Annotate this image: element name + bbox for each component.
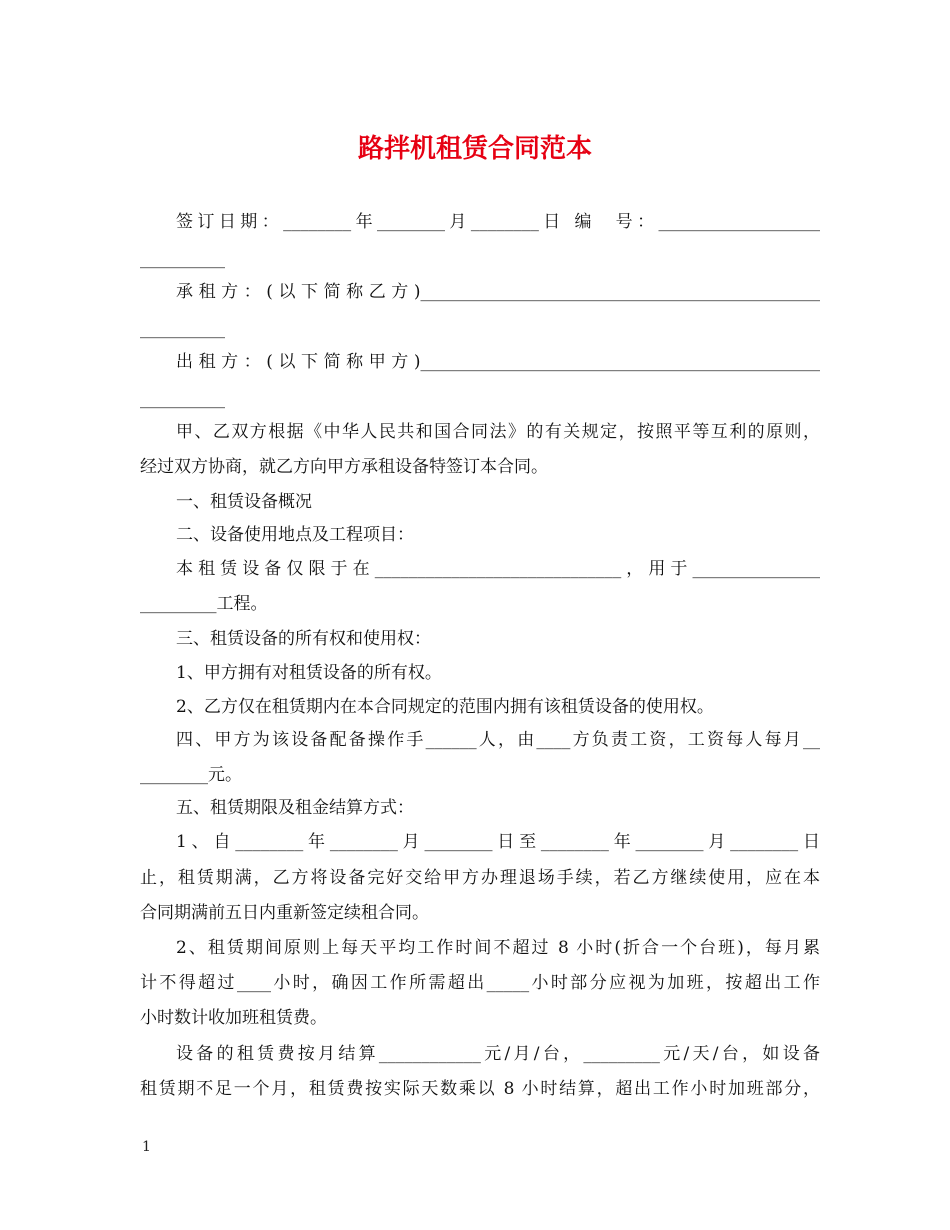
section-heading: 二、设备使用地点及工程项目： bbox=[176, 525, 414, 545]
rent-settlement-line: 设备的租赁费按月结算____________元/月/台，_________元/天/台，如设备 bbox=[176, 1044, 820, 1064]
document-title: 路拌机租赁合同范本 bbox=[357, 134, 592, 164]
signing-date-line-continued: __________ bbox=[140, 249, 225, 269]
section-heading: 五、租赁期限及租金结算方式： bbox=[176, 798, 414, 818]
working-hours-line: 计不得超过____小时，确因工作所需超出_____小时部分应视为加班，按超出工作 bbox=[140, 973, 820, 993]
usage-location-line-continued: _________工程。 bbox=[140, 594, 268, 614]
working-hours-line: 小时数计收加班租赁费。 bbox=[140, 1008, 327, 1028]
section-heading: 三、租赁设备的所有权和使用权： bbox=[176, 629, 431, 649]
lessor-line-continued: __________ bbox=[140, 389, 225, 409]
operator-clause-line-continued: ________元。 bbox=[140, 765, 242, 785]
clause-line: 2、乙方仅在租赁期内在本合同规定的范围内拥有该租赁设备的使用权。 bbox=[176, 697, 714, 717]
lease-term-line: 1、自________年________月________日至________年________月________日 bbox=[176, 832, 820, 852]
lessee-line: 承租方：(以下简称乙方)_______________________________________________ bbox=[176, 282, 820, 302]
rent-settlement-line: 租赁期不足一个月，租赁费按实际天数乘以 8 小时结算，超出工作小时加班部分， bbox=[140, 1079, 820, 1099]
preamble-paragraph-line: 经过双方协商，就乙方向甲方承租设备特签订本合同。 bbox=[140, 457, 548, 477]
page-number: 1 bbox=[142, 1139, 151, 1155]
lessee-line-continued: __________ bbox=[140, 319, 225, 339]
section-heading: 一、租赁设备概况 bbox=[176, 492, 312, 512]
working-hours-line: 2、租赁期间原则上每天平均工作时间不超过 8 小时(折合一个台班)，每月累 bbox=[176, 938, 820, 958]
preamble-paragraph-line: 甲、乙双方根据《中华人民共和国合同法》的有关规定，按照平等互利的原则， bbox=[176, 422, 820, 442]
signing-date-line: 签订日期：________年________月________日 编 号：___________________ bbox=[176, 212, 820, 232]
lease-term-line: 合同期满前五日内重新签定续租合同。 bbox=[140, 903, 429, 923]
usage-location-line: 本租赁设备仅限于在_____________________________，用于_______________ bbox=[176, 559, 820, 579]
lessor-line: 出租方：(以下简称甲方)_______________________________________________ bbox=[176, 352, 820, 372]
clause-line: 1、甲方拥有对租赁设备的所有权。 bbox=[176, 663, 442, 683]
lease-term-line: 止，租赁期满，乙方将设备完好交给甲方办理退场手续，若乙方继续使用，应在本 bbox=[140, 868, 820, 888]
operator-clause-line: 四、甲方为该设备配备操作手______人，由____方负责工资，工资每人每月__ bbox=[176, 730, 820, 750]
